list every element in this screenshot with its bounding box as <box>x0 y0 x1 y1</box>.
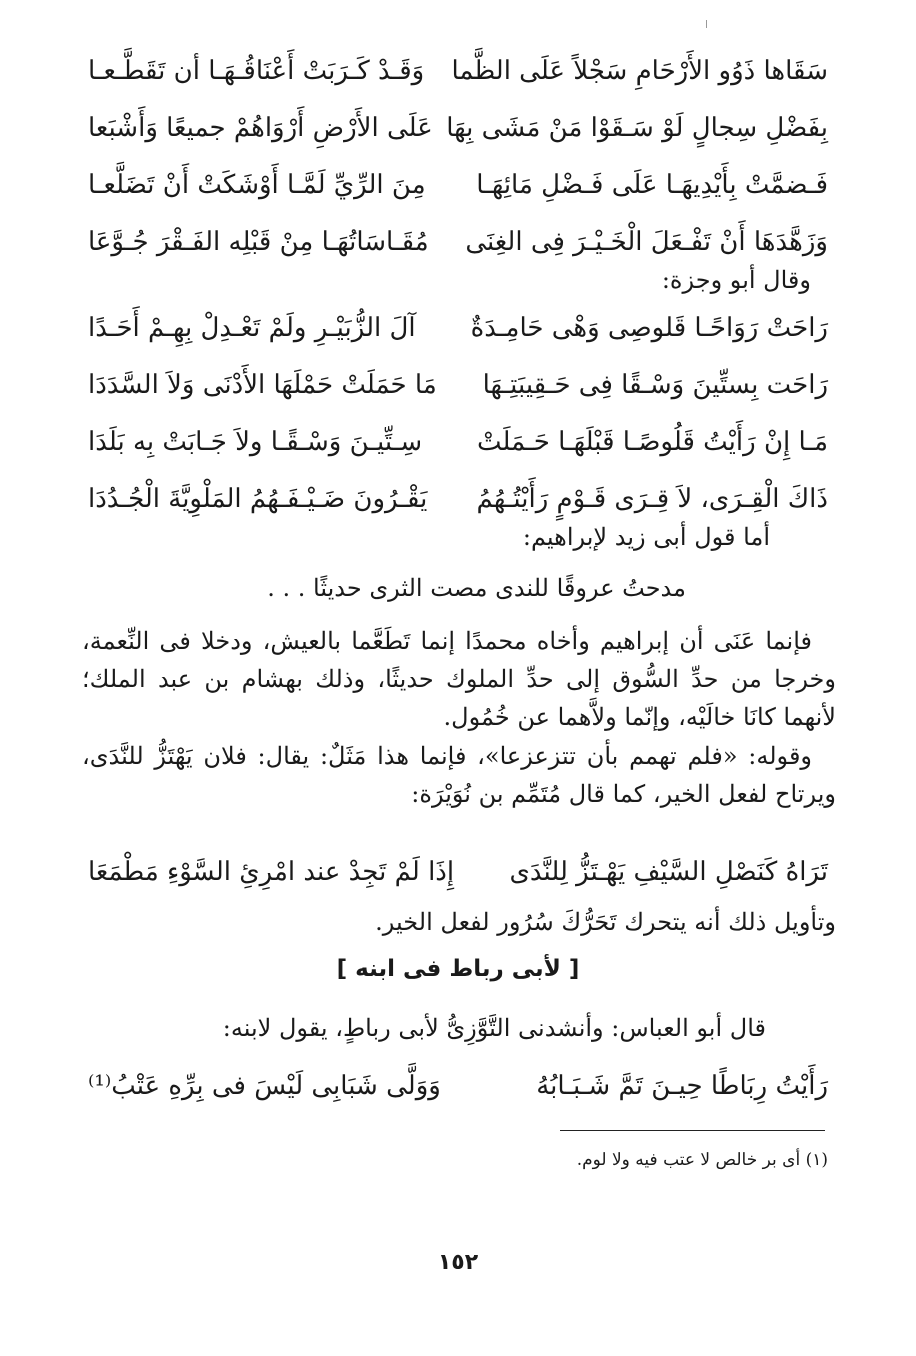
paragraph-3: وتأويل ذلك أنه يتحرك تَحَرُّكَ سُرُور لفعل الخير. <box>375 908 836 936</box>
hemistich-second: مُقَـاسَاتُهَـا مِنْ قَبْلِه الفَـقْرَ جُـوَّعَا <box>88 227 429 257</box>
paragraph-2: وقوله: «فلم تهمم بأن تتزعزعا»، فإنما هذا مَثَلٌ: يقال: فلان يَهْتَزُّ للنَّدَى، ويرتاح لفعل الخير، كما قال مُتَمِّم بن نُوَيْرَة: <box>82 742 836 808</box>
verse <box>88 414 828 471</box>
hemistich-first: رَاحَتْ رَوَاحًـا قَلوصِى وَهْى حَامِـدَةٌ <box>470 313 828 343</box>
intro-abu-wajza: وقال أبو وجزة: <box>661 266 811 294</box>
page-number: ١٥٢ <box>437 1250 479 1275</box>
hemistich-second: آلَ الزُّبَيْـرِ ولَمْ تَعْـدِلْ بِهِـمْ أَحَـدًا <box>88 313 416 343</box>
hemistich-first: مَـا إِنْ رَأَيْتُ قَلُوصًـا قَبْلَهَـا حَـمَلَتْ <box>477 427 828 457</box>
hemistich-first: ذَاكَ الْقِـرَى، لاَ قِـرَى قَـوْمٍ رَأَيْتُـهُمُ <box>476 484 828 514</box>
hemistich-second: وَقَـدْ كَـرَبَتْ أَعْنَاقُـهَـا أن تَقَطَّـعـا <box>88 56 425 86</box>
hemistich-first: بِفَضْلِ سِجالٍ لَوْ سَـقَوْا مَنْ مَشَى بِهَا <box>446 113 828 143</box>
verse <box>88 844 828 901</box>
intro-abu-abbas: قال أبو العباس: وأنشدنى التَّوَّزِىُّ لأبى رباطٍ، يقول لابنه: <box>222 1014 766 1042</box>
couplet-abu-ribat <box>88 1058 828 1115</box>
hemistich-first: فَـضمَّتْ بِأَيْدِيهَـا عَلَى فَـضْلِ مَائِهَـا <box>476 170 828 200</box>
scan-mark <box>706 20 707 28</box>
hemistich-second: مِنَ الرِّيِّ لَمَّـا أَوْشَكَتْ أَنْ تَضَلَّعـا <box>88 170 426 200</box>
verse <box>88 157 828 214</box>
hemistich-second: وَوَلَّى شَبَابِى لَيْسَ فى بِرِّهِ عَتْبُ⁽¹⁾ <box>88 1071 441 1101</box>
intro-abu-zayd: أما قول أبى زيد لإبراهيم: <box>522 523 770 551</box>
footnote: (١) أى بر خالص لا عتب فيه ولا لوم. <box>576 1150 828 1170</box>
verse <box>88 100 828 157</box>
hemistich-first: تَرَاهُ كَنَصْلِ السَّيْفِ يَهْـتَزُّ لِلنَّدَى <box>509 857 828 887</box>
verse <box>88 1058 828 1115</box>
hemistich-first: وَزَهَّدَهَا أَنْ تَفْـعَلَ الْخَـيْـرَ فِى الغِنَى <box>465 227 828 257</box>
poem-1 <box>88 43 828 271</box>
couplet-mutammim <box>88 844 828 901</box>
hemistich-first: سَقَاها ذَوُو الأَرْحَامِ سَجْلاً عَلَى الظَّما <box>451 56 828 86</box>
hemistich-second: إِذَا لَمْ تَجِدْ عند امْرِئِ السَّوْءِ مَطْمَعَا <box>88 857 455 887</box>
section-heading: [ لأبى رباط فى ابنه ] <box>336 956 580 982</box>
hemistich-second: عَلَى الأَرْضِ أَرْوَاهُمْ جميعًا وَأَشْبَعا <box>88 113 433 143</box>
quote-line: مدحتُ عروقًا للندى مصت الثرى حديثًا . . . <box>267 574 686 602</box>
paragraph-1: فإنما عَنَى أن إبراهيم وأخاه محمدًا إنما تَطَعَّما بالعيش، ودخلا فى النِّعمة، وخرجا من حدِّ السُّوق إلى حدِّ الملوك حديثًا، وذلك بهشام بن عبد الملك؛ لأنهما كانَا خالَيْه، وإنّما ولاَّهما عن خُمُول. <box>82 627 836 731</box>
verse <box>88 43 828 100</box>
hemistich-first: رَاحَت بِستِّينَ وَسْـقًا فِى حَـقِيبَتِـهَا <box>482 370 828 400</box>
hemistich-first: رَأَيْتُ رِبَاطًا حِيـنَ تَمَّ شَـبَـابُهُ <box>536 1071 828 1101</box>
poem-2 <box>88 300 828 528</box>
verse <box>88 300 828 357</box>
footnote-divider <box>560 1130 825 1131</box>
hemistich-second: مَا حَمَلَتْ حَمْلَهَا الأَدْنَى وَلاَ السَّدَدَا <box>88 370 437 400</box>
verse <box>88 357 828 414</box>
hemistich-second: يَقْـرُونَ ضَـيْـفَـهُمُ المَلْوِيَّةَ الْجُـدُدَا <box>88 484 428 514</box>
hemistich-second: سِـتِّيـنَ وَسْـقًـا ولاَ جَـابَتْ بِه بَلَدَا <box>88 427 423 457</box>
